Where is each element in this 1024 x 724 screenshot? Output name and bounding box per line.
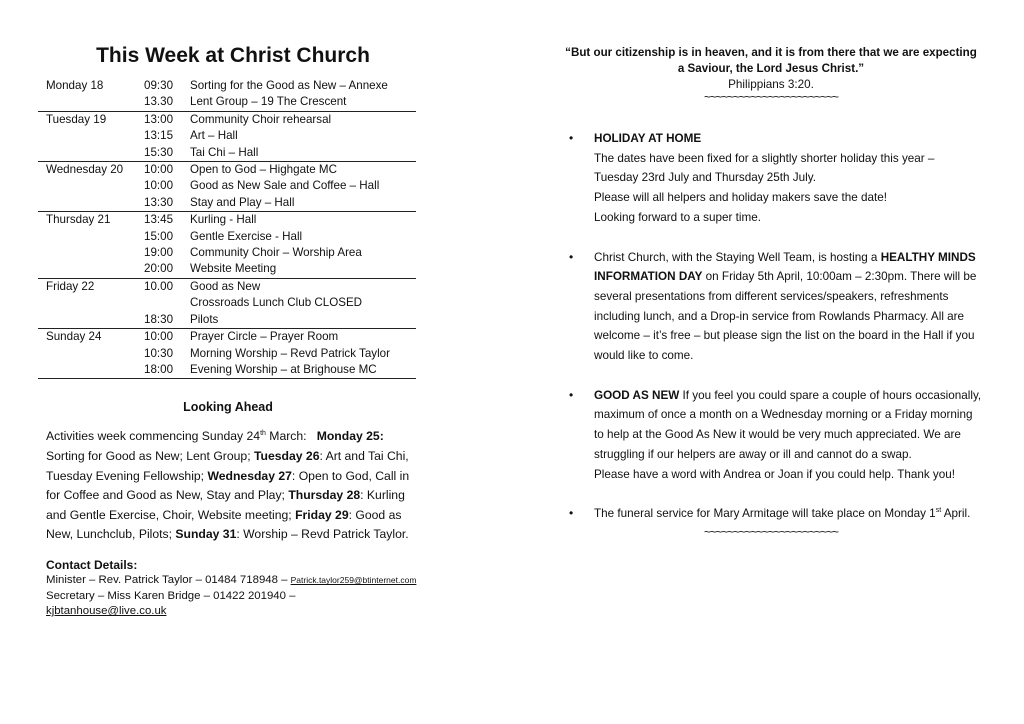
tilde-divider-bottom: ~~~~~~~~~~~~~~~~~~~~~~~ (704, 525, 838, 539)
secretary-text: Secretary – Miss Karen Bridge – 01422 201940 – (46, 589, 296, 602)
schedule-row (38, 212, 416, 229)
secretary-email-link[interactable]: kjbtanhouse@live.co.uk (46, 605, 167, 618)
right-column (560, 45, 982, 538)
schedule-row (38, 278, 416, 295)
ahead-day: Sunday 31 (175, 527, 237, 542)
holiday-line2: Tuesday 23rd July and Thursday 25th July. (594, 171, 816, 185)
page-title: This Week at Christ Church (96, 44, 370, 67)
funeral-sup: st (935, 507, 942, 515)
schedule-day (38, 245, 144, 261)
schedule-event: Gentle Exercise - Hall (190, 229, 303, 243)
schedule-time: 10:30 (144, 346, 174, 360)
schedule-row (38, 245, 416, 261)
good-as-new-text: If you feel you could spare a couple of hours occasionally, maximum of once a month on a Wednesday morning or a Friday morning to help at the Good As New it would be very much appreciated. We are struggling if our helpers are away or ill and cannot do a swap. (594, 388, 982, 461)
left-column (38, 44, 418, 620)
schedule-day (38, 94, 144, 111)
schedule-event: Prayer Circle – Prayer Room (190, 330, 339, 344)
ahead-activities: : Kurling and Gentle Exercise, Choir, Website meeting; (46, 488, 405, 522)
schedule-day: Sunday 24 (46, 330, 102, 344)
schedule-event: Good as New (190, 279, 261, 293)
schedule-row (38, 229, 416, 245)
schedule-time: 13.30 (144, 94, 190, 111)
healthy-text-post: on Friday 5th April, 10:00am – 2:30pm. There will be several presentations from different services/speakers, refreshments including lunch, and a Drop-in service from Rowlands Pharmacy. All are welcome – it’s free – but please sign the list on the board in the Hall if you would like to come. (594, 270, 977, 363)
schedule-time: 15:00 (144, 229, 174, 243)
holiday-line1: The dates have been fixed for a slightly shorter holiday this year – (594, 151, 935, 165)
notice-healthy-minds (560, 248, 982, 366)
funeral-text: The funeral service for Mary Armitage will take place on Monday 1 (594, 507, 936, 521)
schedule-event: Website Meeting (190, 261, 416, 278)
schedule-time: 10:00 (144, 330, 174, 344)
schedule-time: 19:00 (144, 246, 174, 260)
secretary-line (46, 589, 418, 620)
schedule-day: Thursday 21 (46, 213, 111, 227)
schedule-row (38, 162, 416, 179)
healthy-text-pre: Christ Church, with the Staying Well Team, is hosting a (594, 250, 881, 264)
scripture-reference: Philippians 3:20. (728, 78, 814, 91)
schedule-row (38, 128, 416, 144)
schedule-event: Community Choir rehearsal (190, 112, 332, 126)
schedule-event: Community Choir – Worship Area (190, 246, 362, 260)
scripture-quote-line2: a Saviour, the Lord Jesus Christ.” (677, 62, 865, 75)
schedule-day (38, 295, 144, 311)
schedule-day (38, 145, 144, 162)
schedule-event: Stay and Play – Hall (190, 195, 416, 212)
notice-funeral (560, 504, 982, 524)
schedule-row (38, 295, 416, 311)
schedule-time: 10:00 (144, 163, 174, 177)
schedule-day (38, 178, 144, 194)
schedule-time: 10:00 (144, 179, 174, 193)
schedule-row (38, 195, 416, 212)
schedule-event: Kurling - Hall (190, 213, 257, 227)
minister-email-link[interactable]: Patrick.taylor259@btinternet.com (290, 575, 417, 586)
schedule-row (38, 346, 416, 362)
schedule-row (38, 178, 416, 194)
notice-good-as-new (560, 386, 982, 485)
schedule-event: Crossroads Lunch Club CLOSED (190, 296, 363, 310)
healthy-title: HEALTHY MINDS INFORMATION DAY (594, 250, 976, 284)
contact-heading: Contact Details: (46, 557, 138, 572)
looking-ahead-intro: Activities week commencing Sunday 24 (46, 429, 261, 444)
schedule-day: Friday 22 (46, 279, 95, 293)
ahead-day: Friday 29 (295, 507, 349, 522)
holiday-line4: Looking forward to a super time. (594, 210, 761, 224)
schedule-table (38, 78, 416, 379)
ahead-activities: : Worship – Revd Patrick Taylor. (236, 527, 409, 542)
schedule-event: Tai Chi – Hall (190, 145, 416, 162)
ahead-activities: : Good as New, Lunchclub, Pilots; (46, 507, 402, 542)
schedule-event: Sorting for the Good as New – Annexe (190, 79, 388, 92)
notices-list (560, 129, 982, 524)
looking-ahead-intro-after: March: (265, 429, 317, 444)
schedule-time: 13:30 (144, 195, 190, 212)
bullet-icon: • (569, 249, 574, 264)
schedule-time (144, 295, 190, 311)
minister-line (46, 573, 418, 589)
schedule-time: 10.00 (144, 279, 174, 293)
ahead-day: Thursday 28 (288, 488, 361, 503)
schedule-row (38, 78, 416, 94)
holiday-heading: HOLIDAY AT HOME (594, 132, 702, 145)
schedule-day (38, 128, 144, 144)
schedule-row (38, 312, 416, 329)
schedule-day: Monday 18 (46, 79, 104, 92)
bullet-icon: • (569, 387, 574, 402)
scripture-quote-line1: “But our citizenship is in heaven, and it is from there that we are expecting (565, 46, 977, 59)
notice-holiday (560, 129, 982, 228)
holiday-line3: Please will all helpers and holiday makers save the date! (594, 191, 887, 205)
schedule-row (38, 145, 416, 162)
schedule-event: Evening Worship – at Brighouse MC (190, 362, 416, 379)
schedule-day (38, 362, 144, 379)
good-as-new-line2: Please have a word with Andrea or Joan if you could help. Thank you! (594, 467, 956, 481)
schedule-event: Lent Group – 19 The Crescent (190, 94, 416, 111)
schedule-row (38, 261, 416, 278)
schedule-row (38, 94, 416, 111)
schedule-event: Open to God – Highgate MC (190, 163, 337, 177)
schedule-row (38, 111, 416, 128)
schedule-day: Wednesday 20 (46, 163, 124, 177)
bullet-icon: • (569, 506, 574, 521)
minister-text: Minister – Rev. Patrick Taylor – 01484 718948 – (46, 574, 291, 587)
schedule-day (38, 195, 144, 212)
ahead-day: Monday 25: (316, 429, 384, 444)
schedule-time: 18:30 (144, 312, 190, 329)
schedule-time: 13:45 (144, 213, 174, 227)
tilde-divider-top: ~~~~~~~~~~~~~~~~~~~~~~~ (704, 91, 838, 104)
schedule-time: 20:00 (144, 261, 190, 278)
ahead-activities: : Open to God, Call in for Coffee and Good as New, Stay and Play; (46, 468, 410, 503)
schedule-event: Morning Worship – Revd Patrick Taylor (190, 346, 390, 360)
schedule-time: 18:00 (144, 362, 190, 379)
schedule-day (38, 229, 144, 245)
ahead-activities: : Art and Tai Chi, Tuesday Evening Fellowship; (46, 448, 409, 483)
funeral-text-after: April. (941, 507, 971, 521)
schedule-event: Good as New Sale and Coffee – Hall (190, 179, 380, 193)
bullet-icon: • (569, 131, 574, 145)
looking-ahead-intro-sup: th (260, 430, 266, 438)
good-as-new-title: GOOD AS NEW (594, 388, 680, 402)
schedule-time: 13:00 (144, 112, 174, 126)
contact-details (38, 558, 418, 620)
schedule-row (38, 362, 416, 379)
schedule-time: 09:30 (144, 79, 174, 92)
schedule-event: Art – Hall (190, 129, 238, 143)
schedule-row (38, 329, 416, 346)
schedule-day (38, 346, 144, 362)
schedule-event: Pilots (190, 312, 416, 329)
schedule-time: 13:15 (144, 129, 174, 143)
ahead-day: Wednesday 27 (207, 468, 292, 483)
schedule-time: 15:30 (144, 145, 190, 162)
ahead-day: Tuesday 26 (253, 448, 320, 463)
looking-ahead-text (38, 427, 418, 545)
schedule-day (38, 312, 144, 329)
ahead-activities: Sorting for Good as New; Lent Group; (46, 448, 254, 463)
schedule-day (38, 261, 144, 278)
schedule-day: Tuesday 19 (46, 112, 107, 126)
looking-ahead-heading: Looking Ahead (183, 400, 273, 415)
